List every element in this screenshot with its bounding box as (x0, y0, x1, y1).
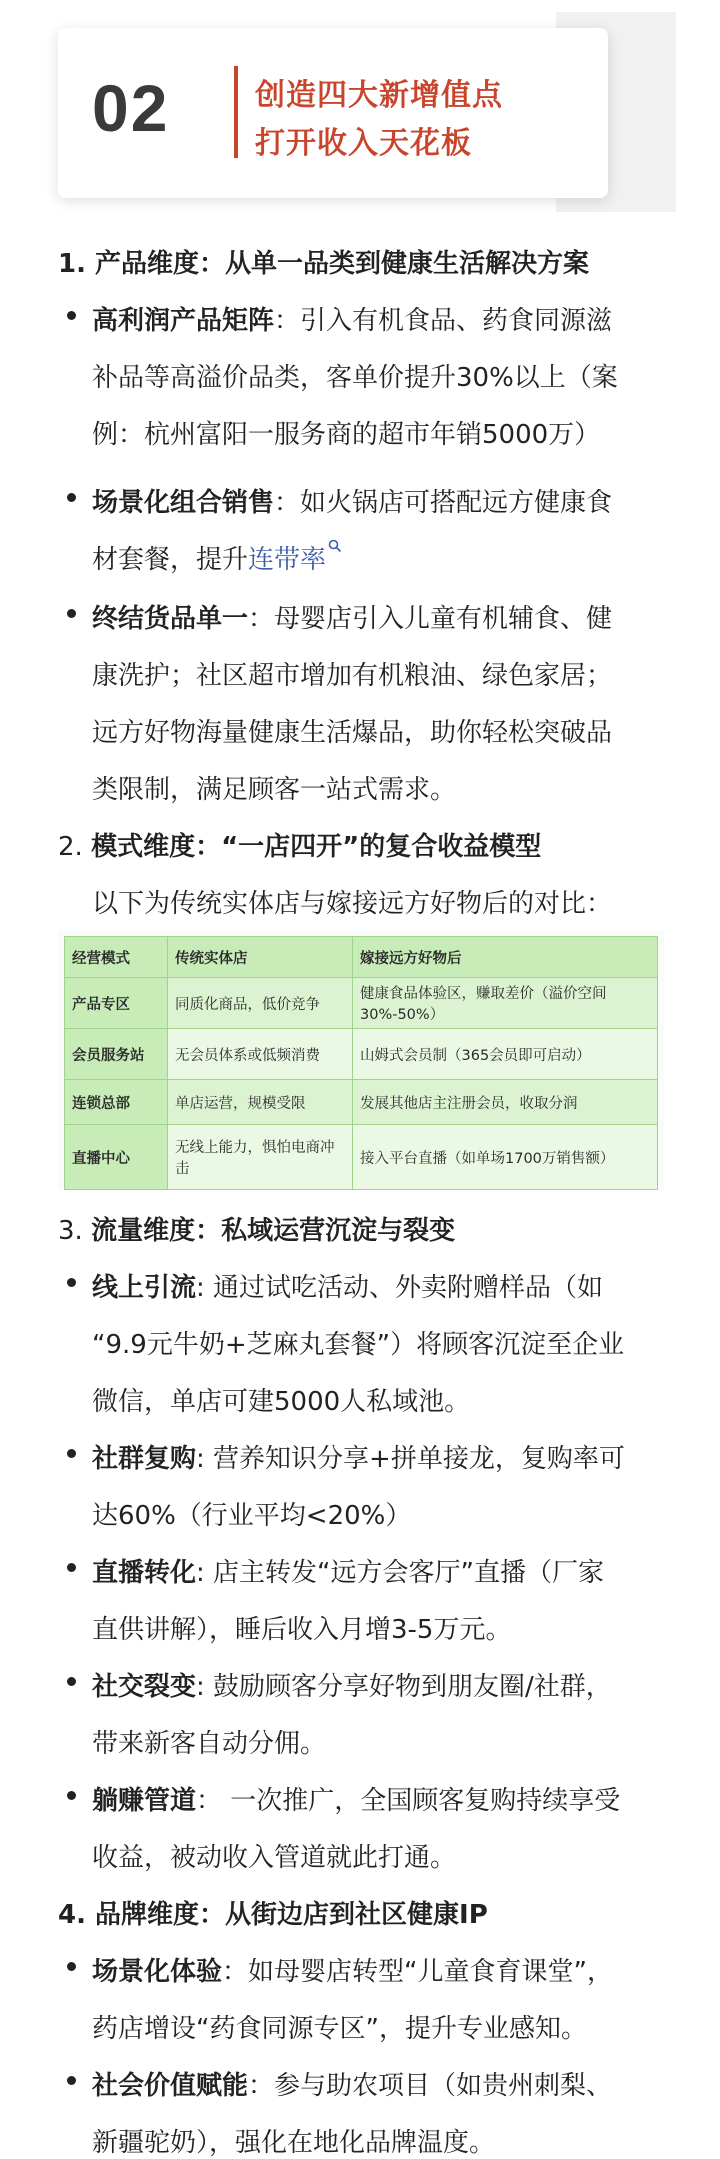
table-cell: 山姆式会员制（365会员即可启动） (353, 1029, 658, 1080)
heading-number: 3. (58, 1216, 92, 1246)
table-cell: 直播中心 (65, 1125, 168, 1190)
bullet-label: 社交裂变 (92, 1672, 197, 1702)
bullet-dot (67, 1962, 76, 1971)
bullet-text: ：母婴店引入儿童有机辅食、健 (248, 604, 613, 634)
table-row (65, 1080, 658, 1125)
bullet-label: 社会价值赋能 (92, 2071, 249, 2101)
bullet-dot (67, 1278, 76, 1287)
table-header: 嫁接远方好物后 (353, 937, 658, 978)
bullet-text: 达60%（行业平均<20%） (92, 1501, 412, 1531)
table-cell: 无会员体系或低频消费 (168, 1029, 353, 1080)
heading-traffic (58, 1210, 455, 1247)
bullet-text: 类限制，满足顾客一站式需求。 (92, 775, 457, 805)
bullet-label: 场景化组合销售 (92, 488, 275, 518)
bullet-label: 躺赚管道 (92, 1786, 197, 1816)
bullet-dot (67, 311, 76, 320)
table-cell: 发展其他店主注册会员，收取分润 (353, 1080, 658, 1125)
table-cell: 单店运营，规模受限 (168, 1080, 353, 1125)
table-cell: 连锁总部 (65, 1080, 168, 1125)
section-title-line1: 创造四大新增值点 (255, 78, 503, 113)
bullet-dot (67, 1449, 76, 1458)
bullet-dot (67, 1563, 76, 1572)
list-item (92, 1438, 625, 1475)
bullet-text: ： 一次推广，全国顾客复购持续享受 (196, 1786, 621, 1816)
bullet-text: : 店主转发“远方会客厅”直播（厂家 (196, 1558, 604, 1588)
bullet-text: ：如火锅店可搭配远方健康食 (274, 488, 613, 518)
bullet-label: 线上引流 (92, 1273, 197, 1303)
heading-text: 模式维度：“一店四开”的复合收益模型 (91, 832, 542, 862)
bullet-text: 带来新客自动分佣。 (92, 1729, 327, 1759)
search-link[interactable]: 连带率 (248, 545, 327, 575)
table-cell: 健康食品体验区，赚取差价（溢价空间30%-50%） (353, 978, 658, 1029)
bullet-dot (67, 493, 76, 502)
bullet-text: 新疆驼奶），强化在地化品牌温度。 (92, 2128, 496, 2158)
bullet-label: 直播转化 (92, 1558, 197, 1588)
title-divider (234, 66, 238, 158)
heading-product: 1. 产品维度：从单一品类到健康生活解决方案 (58, 249, 590, 279)
table-cell: 无线上能力，惧怕电商冲击 (168, 1125, 353, 1190)
bullet-dot (67, 2076, 76, 2085)
bullet-dot (67, 609, 76, 618)
table-cell: 会员服务站 (65, 1029, 168, 1080)
list-item (92, 1552, 604, 1589)
bullet-text: 康洗护；社区超市增加有机粮油、绿色家居； (92, 661, 613, 691)
table-row (65, 1029, 658, 1080)
list-item (92, 539, 342, 576)
bullet-text: ：引入有机食品、药食同源滋 (274, 306, 613, 336)
list-item (92, 1267, 603, 1304)
bullet-label: 终结货品单一 (92, 604, 249, 634)
heading-brand: 4. 品牌维度：从街边店到社区健康IP (58, 1900, 488, 1930)
section-title-line2: 打开收入天花板 (255, 126, 472, 161)
table-cell: 产品专区 (65, 978, 168, 1029)
bullet-text: 药店增设“药食同源专区”，提升专业感知。 (92, 2014, 587, 2044)
heading-model (58, 826, 541, 863)
bullet-text: 收益，被动收入管道就此打通。 (92, 1843, 457, 1873)
list-item (92, 598, 612, 635)
comparison-table (58, 930, 664, 1190)
header-card (58, 28, 608, 198)
list-item (92, 1666, 612, 1703)
section-header (0, 0, 720, 230)
bullet-text: 微信，单店可建5000人私域池。 (92, 1387, 471, 1417)
bullet-text: ：参与助农项目（如贵州刺梨、 (248, 2071, 613, 2101)
bullet-label: 场景化体验 (92, 1957, 223, 1987)
bullet-text: ：如母婴店转型“儿童食育课堂”， (222, 1957, 613, 1987)
bullet-text: 直供讲解），睡后收入月增3-5万元。 (92, 1615, 512, 1645)
bullet-text: : 鼓励顾客分享好物到朋友圈/社群， (196, 1672, 612, 1702)
section-number: 02 (92, 71, 170, 145)
table-header: 经营模式 (65, 937, 168, 978)
table-header: 传统实体店 (168, 937, 353, 978)
bullet-text: 补品等高溢价品类，客单价提升30%以上（案 (92, 363, 618, 393)
search-icon[interactable] (328, 539, 342, 553)
list-item (92, 2065, 612, 2102)
table-cell: 同质化商品，低价竞争 (168, 978, 353, 1029)
bullet-text: 远方好物海量健康生活爆品，助你轻松突破品 (92, 718, 613, 748)
bullet-label: 社群复购 (92, 1444, 197, 1474)
list-item (92, 1951, 613, 1988)
table-row (65, 978, 658, 1029)
bullet-text: “9.9元牛奶+芝麻丸套餐”）将顾客沉淀至企业 (92, 1330, 625, 1360)
bullet-text: : 通过试吃活动、外卖附赠样品（如 (196, 1273, 604, 1303)
bullet-text: : 营养知识分享+拼单接龙，复购率可 (196, 1444, 625, 1474)
list-item (92, 1780, 620, 1817)
table-cell: 接入平台直播（如单场1700万销售额） (353, 1125, 658, 1190)
heading-number: 2. (58, 832, 92, 862)
list-item (92, 482, 612, 519)
bullet-text: 例：杭州富阳一服务商的超市年销5000万） (92, 420, 601, 450)
heading-text: 流量维度：私域运营沉淀与裂变 (91, 1216, 456, 1246)
bullet-dot (67, 1791, 76, 1800)
table-row (65, 1125, 658, 1190)
bullet-label: 高利润产品矩阵 (92, 306, 275, 336)
bullet-dot (67, 1677, 76, 1686)
bullet-text: 材套餐，提升 (92, 545, 249, 575)
list-item (92, 300, 612, 337)
table-intro: 以下为传统实体店与嫁接远方好物后的对比： (92, 889, 613, 919)
